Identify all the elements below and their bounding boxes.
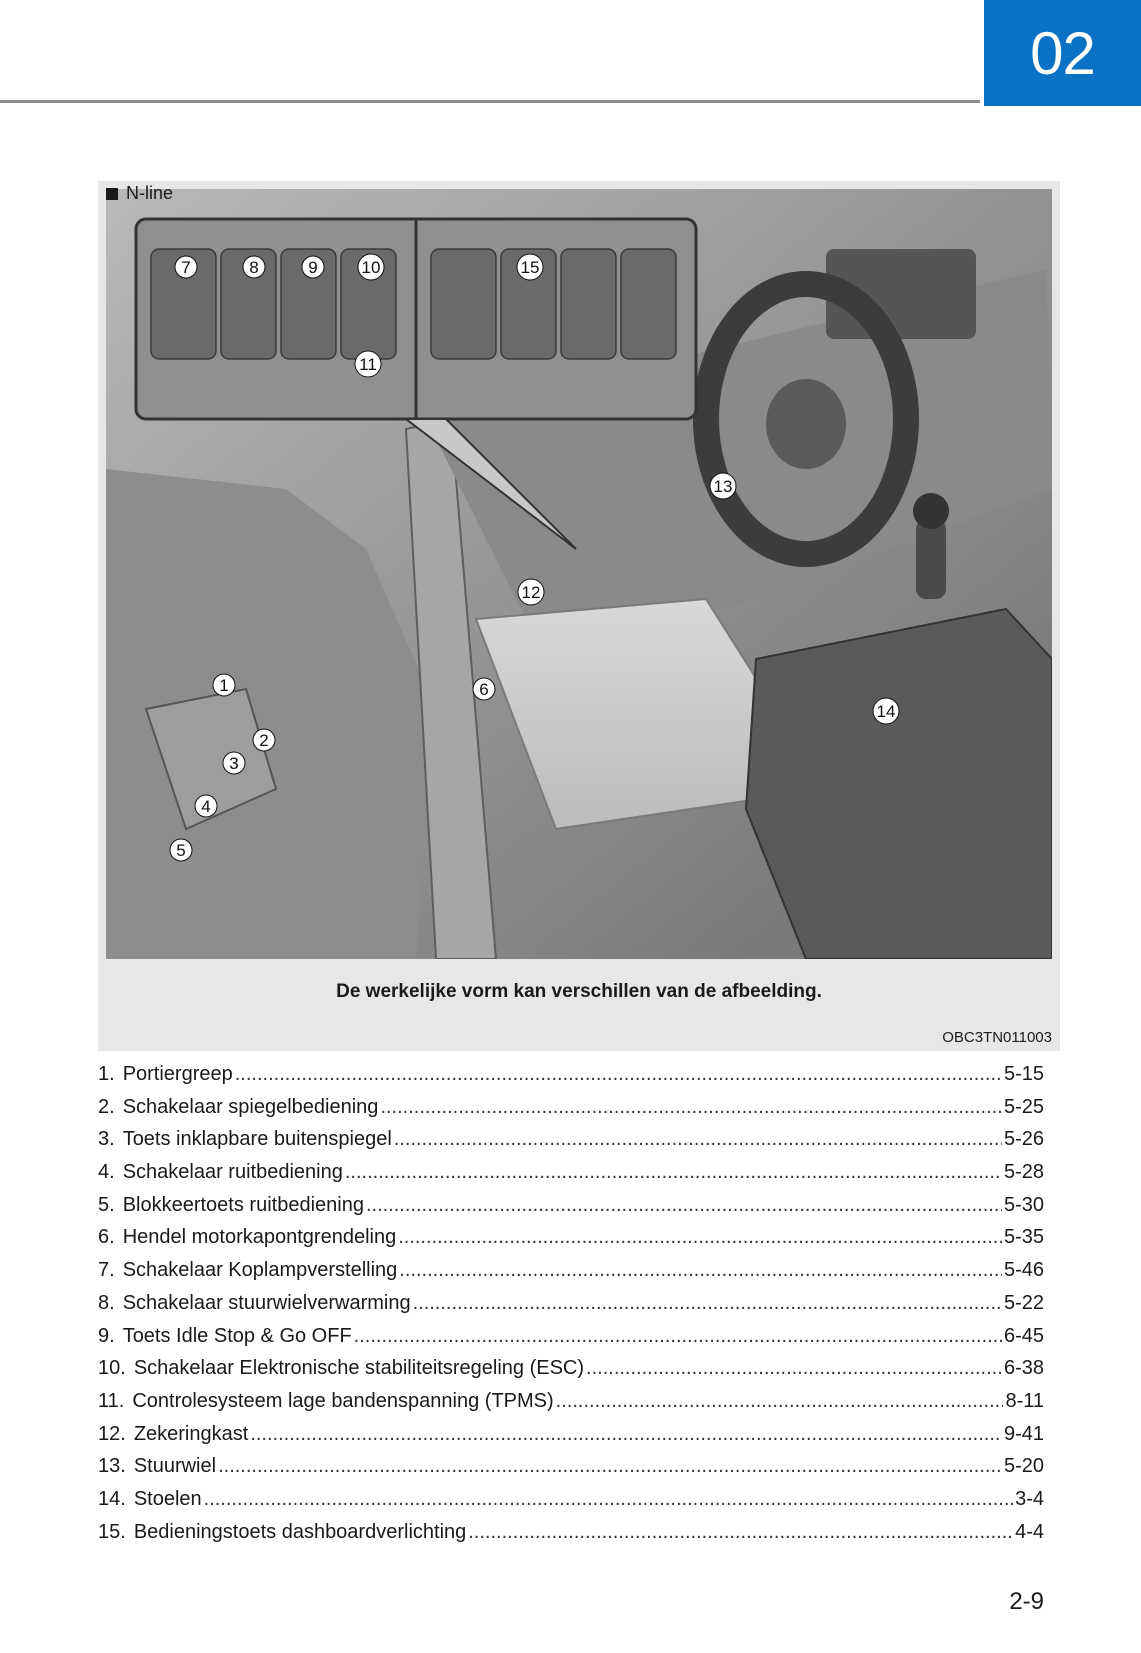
item-number: 1. [98,1063,115,1085]
list-item [98,1357,1044,1390]
list-item [98,1128,1044,1161]
dot-leader [399,1259,1002,1282]
svg-text:14: 14 [876,702,896,721]
item-page: 5-28 [1003,1161,1044,1184]
list-item [98,1325,1044,1358]
svg-text:4: 4 [201,797,211,816]
callout-6 [473,678,495,700]
item-number: 3. [98,1128,115,1151]
list-item [98,1063,1044,1096]
callout-8 [243,256,265,278]
callout-14 [873,698,899,724]
callout-11 [355,351,381,377]
callout-4 [195,795,217,817]
item-label: Stuurwiel [133,1455,217,1478]
item-number: 14. [98,1487,126,1510]
item-number: 13. [98,1455,126,1478]
svg-text:5: 5 [176,841,186,860]
item-number: 8. [98,1291,115,1314]
variant-label [106,183,173,204]
item-page: 5-22 [1003,1291,1044,1314]
svg-text:9: 9 [308,258,318,277]
dot-leader [235,1063,1002,1086]
item-label: Schakelaar ruitbediening [122,1161,343,1184]
item-number: 9. [98,1324,115,1347]
item-number: 5. [98,1193,115,1216]
chapter-tab [984,0,1141,106]
list-item [98,1096,1044,1129]
item-label: Stoelen [133,1487,202,1510]
item-label: Bedieningstoets dashboardverlichting [133,1520,467,1543]
dot-leader [413,1292,1002,1315]
figure-code: OBC3TN011003 [942,1029,1052,1046]
item-number: 10. [98,1357,126,1380]
dot-leader [468,1521,1013,1544]
item-number: 11. [98,1389,125,1412]
callout-7 [175,256,197,278]
list-item [98,1423,1044,1456]
page-number: 2-9 [1009,1588,1044,1615]
svg-text:1: 1 [219,676,229,695]
item-label: Controlesysteem lage bandenspanning (TPMS) [132,1389,554,1412]
item-label: Schakelaar Koplampverstelling [122,1259,398,1282]
item-page: 5-26 [1003,1128,1044,1151]
item-page: 5-25 [1003,1095,1044,1118]
item-page: 4-4 [1015,1520,1044,1543]
callout-15 [517,254,543,280]
list-item [98,1521,1044,1554]
list-item [98,1226,1044,1259]
svg-text:11: 11 [359,355,377,374]
callout-1 [213,674,235,696]
item-label: Schakelaar spiegelbediening [122,1095,379,1118]
item-page: 5-20 [1003,1455,1044,1478]
item-label: Hendel motorkapontgrendeling [122,1226,397,1249]
svg-text:7: 7 [181,258,191,277]
dot-leader [250,1423,1002,1446]
item-page: 5-35 [1003,1226,1044,1249]
variant-label-text: N-line [126,183,174,203]
item-page: 6-38 [1003,1357,1044,1380]
svg-text:6: 6 [479,680,489,699]
svg-text:2: 2 [259,731,269,750]
dot-leader [394,1128,1002,1151]
item-label: Portiergreep [122,1063,233,1085]
figure-caption: De werkelijke vorm kan verschillen van de afbeelding. [336,981,822,1002]
callout-12 [518,579,544,605]
item-page: 6-45 [1003,1324,1044,1347]
item-number: 7. [98,1259,115,1282]
item-number: 2. [98,1095,115,1118]
item-page: 5-30 [1003,1193,1044,1216]
dot-leader [218,1455,1002,1478]
component-list [98,1063,1044,1553]
svg-text:12: 12 [521,583,541,602]
figure [98,181,1060,1051]
callout-13 [710,473,736,499]
chapter-number: 02 [1030,19,1095,87]
list-item [98,1292,1044,1325]
callout-10 [358,254,384,280]
svg-text:8: 8 [249,258,259,277]
item-label: Toets Idle Stop & Go OFF [122,1324,352,1347]
callout-5 [170,839,192,861]
dot-leader [398,1226,1002,1249]
dot-leader [354,1325,1002,1348]
list-item [98,1390,1044,1423]
dot-leader [366,1194,1002,1217]
item-label: Schakelaar Elektronische stabiliteitsregeling (ESC) [133,1357,585,1380]
svg-text:13: 13 [713,477,733,496]
item-label: Blokkeertoets ruitbediening [122,1193,364,1216]
item-page: 3-4 [1015,1487,1044,1510]
svg-text:10: 10 [361,258,381,277]
interior-illustration [106,189,1052,959]
callout-2 [253,729,275,751]
callout-3 [223,752,245,774]
dot-leader [586,1357,1002,1380]
item-number: 4. [98,1161,115,1184]
item-page: 5-15 [1003,1063,1044,1085]
list-item [98,1161,1044,1194]
item-number: 15. [98,1520,126,1543]
dot-leader [345,1161,1002,1184]
callout-9 [302,256,324,278]
list-item [98,1488,1044,1521]
item-page: 5-46 [1003,1259,1044,1282]
item-page: 8-11 [1005,1389,1044,1412]
dot-leader [204,1488,1013,1511]
item-number: 12. [98,1422,126,1445]
item-label: Toets inklapbare buitenspiegel [122,1128,392,1151]
item-label: Schakelaar stuurwielverwarming [122,1291,411,1314]
list-item [98,1194,1044,1227]
item-label: Zekeringkast [133,1422,249,1445]
square-bullet-icon [106,188,118,200]
svg-text:15: 15 [520,258,540,277]
dot-leader [380,1096,1002,1119]
item-page: 9-41 [1003,1422,1044,1445]
item-number: 6. [98,1226,115,1249]
list-item [98,1259,1044,1292]
header-rule [0,100,980,103]
dot-leader [556,1390,1004,1413]
svg-text:3: 3 [229,754,239,773]
list-item [98,1455,1044,1488]
